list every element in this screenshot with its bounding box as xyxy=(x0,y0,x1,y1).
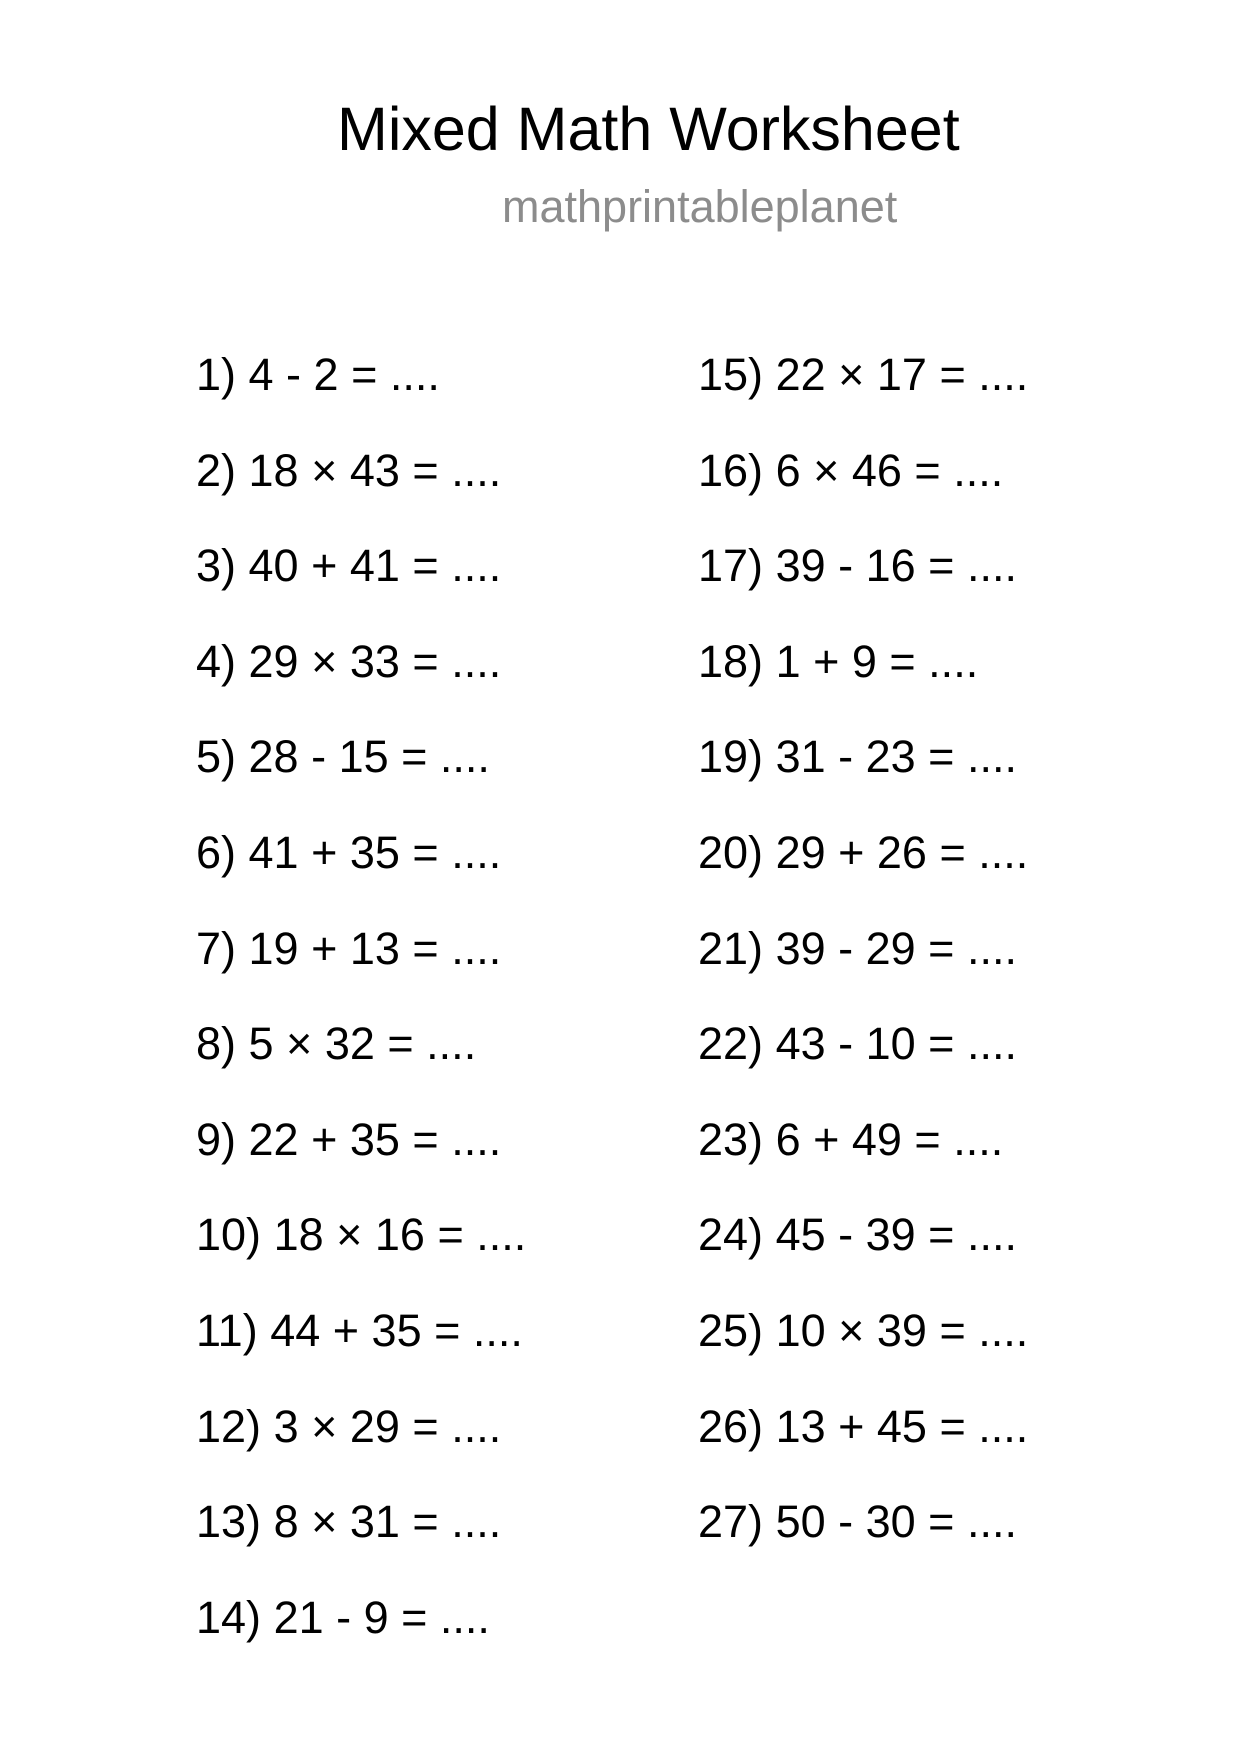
problem-number: 27) xyxy=(698,1496,764,1548)
problem-number: 13) xyxy=(196,1496,262,1548)
problem-number: 9) xyxy=(196,1113,237,1165)
problem-equation: 18 × 16 = .... xyxy=(273,1209,527,1261)
problem-item-22 xyxy=(698,996,1028,1092)
problem-number: 3) xyxy=(196,540,237,592)
problem-equation: 44 + 35 = .... xyxy=(270,1304,523,1356)
problem-equation: 3 × 29 = .... xyxy=(273,1400,502,1452)
problem-number: 15) xyxy=(698,349,764,400)
problem-number: 19) xyxy=(698,731,764,783)
problem-number: 23) xyxy=(698,1113,764,1165)
problem-item-17 xyxy=(698,518,1028,614)
problem-item-3 xyxy=(196,518,526,614)
problem-equation: 22 + 35 = .... xyxy=(248,1113,502,1165)
problem-number: 26) xyxy=(698,1400,764,1452)
problem-number: 6) xyxy=(196,826,237,878)
problem-equation: 31 - 23 = .... xyxy=(775,731,1017,783)
problem-number: 8) xyxy=(196,1018,237,1070)
problem-equation: 39 - 16 = .... xyxy=(775,540,1017,592)
problems-column-right xyxy=(698,327,1028,1570)
problem-equation: 45 - 39 = .... xyxy=(775,1209,1017,1261)
problem-item-18 xyxy=(698,614,1028,710)
problem-equation: 4 - 2 = .... xyxy=(248,349,440,400)
problem-number: 12) xyxy=(196,1400,262,1452)
problem-number: 17) xyxy=(698,540,764,592)
problem-equation: 29 + 26 = .... xyxy=(775,826,1029,878)
problem-number: 18) xyxy=(698,635,764,687)
problem-item-5 xyxy=(196,709,526,805)
problem-item-4 xyxy=(196,614,526,710)
problem-equation: 50 - 30 = .... xyxy=(775,1496,1017,1548)
problem-item-1 xyxy=(196,327,526,423)
problem-number: 5) xyxy=(196,731,237,783)
problem-number: 21) xyxy=(698,922,764,974)
problem-item-7 xyxy=(196,901,526,997)
problem-equation: 6 × 46 = .... xyxy=(775,444,1004,496)
problem-equation: 22 × 17 = .... xyxy=(775,349,1029,400)
problem-item-9 xyxy=(196,1092,526,1188)
problem-number: 20) xyxy=(698,826,764,878)
problem-item-10 xyxy=(196,1187,526,1283)
problem-item-20 xyxy=(698,805,1028,901)
problem-number: 7) xyxy=(196,922,237,974)
problem-number: 10) xyxy=(196,1209,262,1261)
problem-item-21 xyxy=(698,901,1028,997)
problem-item-25 xyxy=(698,1283,1028,1379)
problem-item-19 xyxy=(698,709,1028,805)
problem-equation: 5 × 32 = .... xyxy=(248,1018,477,1070)
problem-equation: 40 + 41 = .... xyxy=(248,540,502,592)
problem-equation: 1 + 9 = .... xyxy=(775,635,979,687)
problem-equation: 28 - 15 = .... xyxy=(248,731,490,783)
problem-number: 1) xyxy=(196,349,237,400)
problem-item-14 xyxy=(196,1570,526,1666)
problem-equation: 8 × 31 = .... xyxy=(273,1496,502,1548)
problem-equation: 43 - 10 = .... xyxy=(775,1018,1017,1070)
problem-number: 24) xyxy=(698,1209,764,1261)
problem-number: 11) xyxy=(196,1304,258,1356)
problem-item-26 xyxy=(698,1379,1028,1475)
problem-item-27 xyxy=(698,1474,1028,1570)
problem-number: 2) xyxy=(196,444,237,496)
problem-equation: 39 - 29 = .... xyxy=(775,922,1017,974)
page-title: Mixed Math Worksheet xyxy=(337,95,960,163)
problem-item-12 xyxy=(196,1379,526,1475)
problem-equation: 13 + 45 = .... xyxy=(775,1400,1029,1452)
problem-equation: 19 + 13 = .... xyxy=(248,922,502,974)
problem-number: 4) xyxy=(196,635,237,687)
problem-item-15 xyxy=(698,327,1028,423)
problem-equation: 18 × 43 = .... xyxy=(248,444,502,496)
page-subtitle: mathprintableplanet xyxy=(502,181,898,232)
problem-number: 16) xyxy=(698,444,764,496)
problem-item-13 xyxy=(196,1474,526,1570)
problem-item-11 xyxy=(196,1283,526,1379)
problem-number: 25) xyxy=(698,1304,764,1356)
problem-item-8 xyxy=(196,996,526,1092)
problem-number: 14) xyxy=(196,1591,262,1643)
problem-equation: 41 + 35 = .... xyxy=(248,826,502,878)
problem-item-24 xyxy=(698,1187,1028,1283)
problems-column-left xyxy=(196,327,526,1665)
problem-equation: 6 + 49 = .... xyxy=(775,1113,1004,1165)
problem-item-6 xyxy=(196,805,526,901)
problem-equation: 10 × 39 = .... xyxy=(775,1304,1029,1356)
problem-item-23 xyxy=(698,1092,1028,1188)
problem-item-16 xyxy=(698,423,1028,519)
problem-equation: 29 × 33 = .... xyxy=(248,635,502,687)
problem-number: 22) xyxy=(698,1018,764,1070)
problem-equation: 21 - 9 = .... xyxy=(273,1591,490,1643)
problem-item-2 xyxy=(196,423,526,519)
